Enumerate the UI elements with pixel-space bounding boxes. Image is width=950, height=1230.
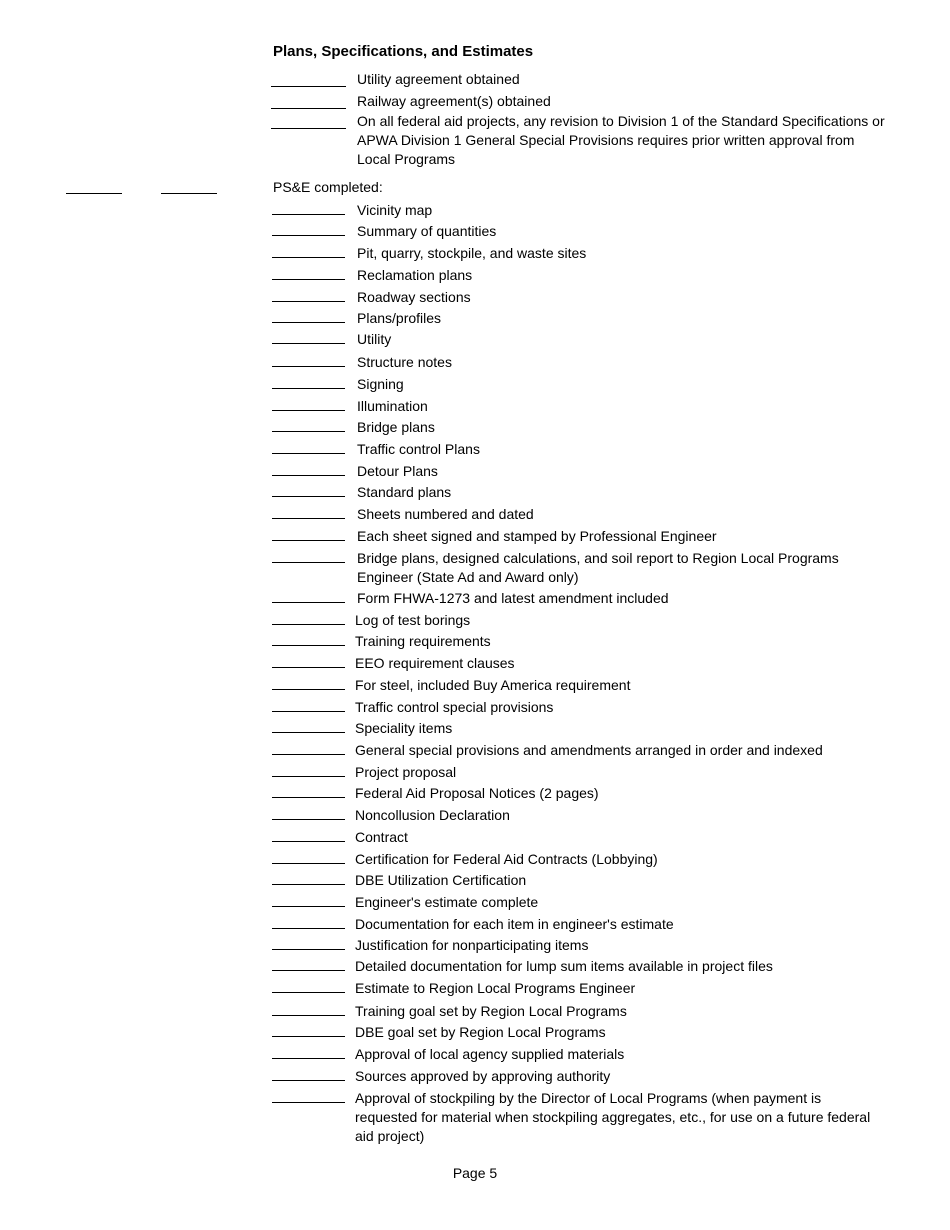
pse-item-label: Sheets numbered and dated bbox=[357, 506, 534, 522]
checkbox-blank[interactable] bbox=[272, 970, 345, 971]
pse-item-label: Bridge plans, designed calculations, and soil report to Region Local Programs Engineer (State Ad and Award only) bbox=[357, 550, 839, 585]
checkbox-blank[interactable] bbox=[272, 1015, 345, 1016]
checkbox-blank[interactable] bbox=[272, 1058, 345, 1059]
pse-item-label: General special provisions and amendments arranged in order and indexed bbox=[355, 742, 823, 758]
checkbox-blank[interactable] bbox=[272, 322, 345, 323]
pse-item-label: Structure notes bbox=[357, 354, 452, 370]
pse-item-label: Documentation for each item in engineer's estimate bbox=[355, 916, 674, 932]
checkbox-blank[interactable] bbox=[272, 732, 345, 733]
checkbox-blank[interactable] bbox=[272, 689, 345, 690]
checkbox-blank[interactable] bbox=[272, 884, 345, 885]
pse-item-label: Traffic control Plans bbox=[357, 441, 480, 457]
pse-item-label: Certification for Federal Aid Contracts (Lobbying) bbox=[355, 851, 658, 867]
checkbox-blank[interactable] bbox=[272, 776, 345, 777]
pse-item-label: Each sheet signed and stamped by Professional Engineer bbox=[357, 528, 717, 544]
checkbox-blank[interactable] bbox=[272, 841, 345, 842]
checkbox-blank[interactable] bbox=[272, 1102, 345, 1103]
checkbox-blank[interactable] bbox=[272, 863, 345, 864]
pse-item-label: Utility bbox=[357, 331, 392, 347]
pse-item-label: Detailed documentation for lump sum items available in project files bbox=[355, 958, 773, 974]
checkbox-blank[interactable] bbox=[272, 562, 345, 563]
pse-item-label: For steel, included Buy America requirement bbox=[355, 677, 631, 693]
pse-item-label: Sources approved by approving authority bbox=[355, 1068, 611, 1084]
checkbox-blank[interactable] bbox=[271, 108, 346, 109]
checkbox-blank[interactable] bbox=[272, 624, 345, 625]
checkbox-blank[interactable] bbox=[272, 992, 345, 993]
checkbox-blank[interactable] bbox=[272, 214, 345, 215]
pse-item-label: Bridge plans bbox=[357, 419, 435, 435]
checkbox-blank[interactable] bbox=[272, 496, 345, 497]
pse-item-label: Noncollusion Declaration bbox=[355, 807, 510, 823]
checkbox-blank[interactable] bbox=[272, 388, 345, 389]
pse-item-label: Approval of stockpiling by the Director of Local Programs (when payment is requested for material when stockpiling aggregates, etc., for use on a future federal aid project) bbox=[355, 1090, 871, 1144]
pse-item-label: Training requirements bbox=[355, 633, 491, 649]
checklist-item-label: Utility agreement obtained bbox=[357, 71, 520, 87]
checkbox-blank[interactable] bbox=[272, 1036, 345, 1037]
checkbox-blank[interactable] bbox=[271, 128, 346, 129]
checkbox-blank[interactable] bbox=[272, 906, 345, 907]
pse-item-label: DBE goal set by Region Local Programs bbox=[355, 1024, 606, 1040]
checkbox-blank[interactable] bbox=[272, 257, 345, 258]
pse-item-label: Contract bbox=[355, 829, 408, 845]
checkbox-blank[interactable] bbox=[272, 453, 345, 454]
pse-item-label: Signing bbox=[357, 376, 404, 392]
checkbox-blank[interactable] bbox=[272, 343, 345, 344]
section-title: Plans, Specifications, and Estimates bbox=[273, 43, 534, 60]
checkbox-blank[interactable] bbox=[272, 279, 345, 280]
pse-item-label: Illumination bbox=[357, 398, 428, 414]
pse-item-label: Project proposal bbox=[355, 764, 457, 780]
checkbox-blank[interactable] bbox=[272, 235, 345, 236]
pse-item-label: Traffic control special provisions bbox=[355, 699, 554, 715]
checkbox-blank[interactable] bbox=[272, 475, 345, 476]
pse-item-label: Training goal set by Region Local Programs bbox=[355, 1003, 627, 1019]
checkbox-blank[interactable] bbox=[272, 797, 345, 798]
checklist-item-label: Railway agreement(s) obtained bbox=[357, 93, 551, 109]
checklist-item-label: On all federal aid projects, any revision to Division 1 of the Standard Specifications or APWA Division 1 General Special Provisions requires prior written approval from Local Programs bbox=[357, 113, 885, 167]
pse-item-label: Pit, quarry, stockpile, and waste sites bbox=[357, 245, 587, 261]
pse-item-label: EEO requirement clauses bbox=[355, 655, 515, 671]
checkbox-blank[interactable] bbox=[272, 754, 345, 755]
checkbox-blank[interactable] bbox=[272, 301, 345, 302]
checkbox-blank[interactable] bbox=[272, 928, 345, 929]
checkbox-blank[interactable] bbox=[272, 540, 345, 541]
checkbox-blank[interactable] bbox=[272, 711, 345, 712]
pse-item-label: Vicinity map bbox=[357, 202, 433, 218]
checkbox-blank[interactable] bbox=[272, 431, 345, 432]
pse-item-label: Standard plans bbox=[357, 484, 452, 500]
pse-item-label: DBE Utilization Certification bbox=[355, 872, 527, 888]
checkbox-blank[interactable] bbox=[272, 366, 345, 367]
pse-item-label: Reclamation plans bbox=[357, 267, 473, 283]
checkbox-blank[interactable] bbox=[272, 1080, 345, 1081]
checkbox-blank[interactable] bbox=[272, 518, 345, 519]
pse-item-label: Justification for nonparticipating items bbox=[355, 937, 589, 953]
pse-item-label: Speciality items bbox=[355, 720, 453, 736]
signature-blank-2[interactable] bbox=[161, 193, 217, 194]
pse-item-label: Engineer's estimate complete bbox=[355, 894, 539, 910]
pse-item-label: Log of test borings bbox=[355, 612, 471, 628]
checkbox-blank[interactable] bbox=[272, 602, 345, 603]
checkbox-blank[interactable] bbox=[272, 410, 345, 411]
checkbox-blank[interactable] bbox=[271, 86, 346, 87]
pse-item-label: Roadway sections bbox=[357, 289, 471, 305]
pse-item-label: Approval of local agency supplied materials bbox=[355, 1046, 625, 1062]
pse-item-label: Summary of quantities bbox=[357, 223, 497, 239]
pse-item-label: Plans/profiles bbox=[357, 310, 442, 326]
signature-blank-1[interactable] bbox=[66, 193, 122, 194]
pse-item-label: Detour Plans bbox=[357, 463, 438, 479]
checkbox-blank[interactable] bbox=[272, 819, 345, 820]
checkbox-blank[interactable] bbox=[272, 949, 345, 950]
page-number: Page 5 bbox=[452, 1165, 498, 1181]
pse-item-label: Form FHWA-1273 and latest amendment included bbox=[357, 590, 669, 606]
pse-item-label: Estimate to Region Local Programs Engineer bbox=[355, 980, 636, 996]
checkbox-blank[interactable] bbox=[272, 667, 345, 668]
pse-heading: PS&E completed: bbox=[273, 179, 383, 195]
checkbox-blank[interactable] bbox=[272, 645, 345, 646]
pse-item-label: Federal Aid Proposal Notices (2 pages) bbox=[355, 785, 599, 801]
